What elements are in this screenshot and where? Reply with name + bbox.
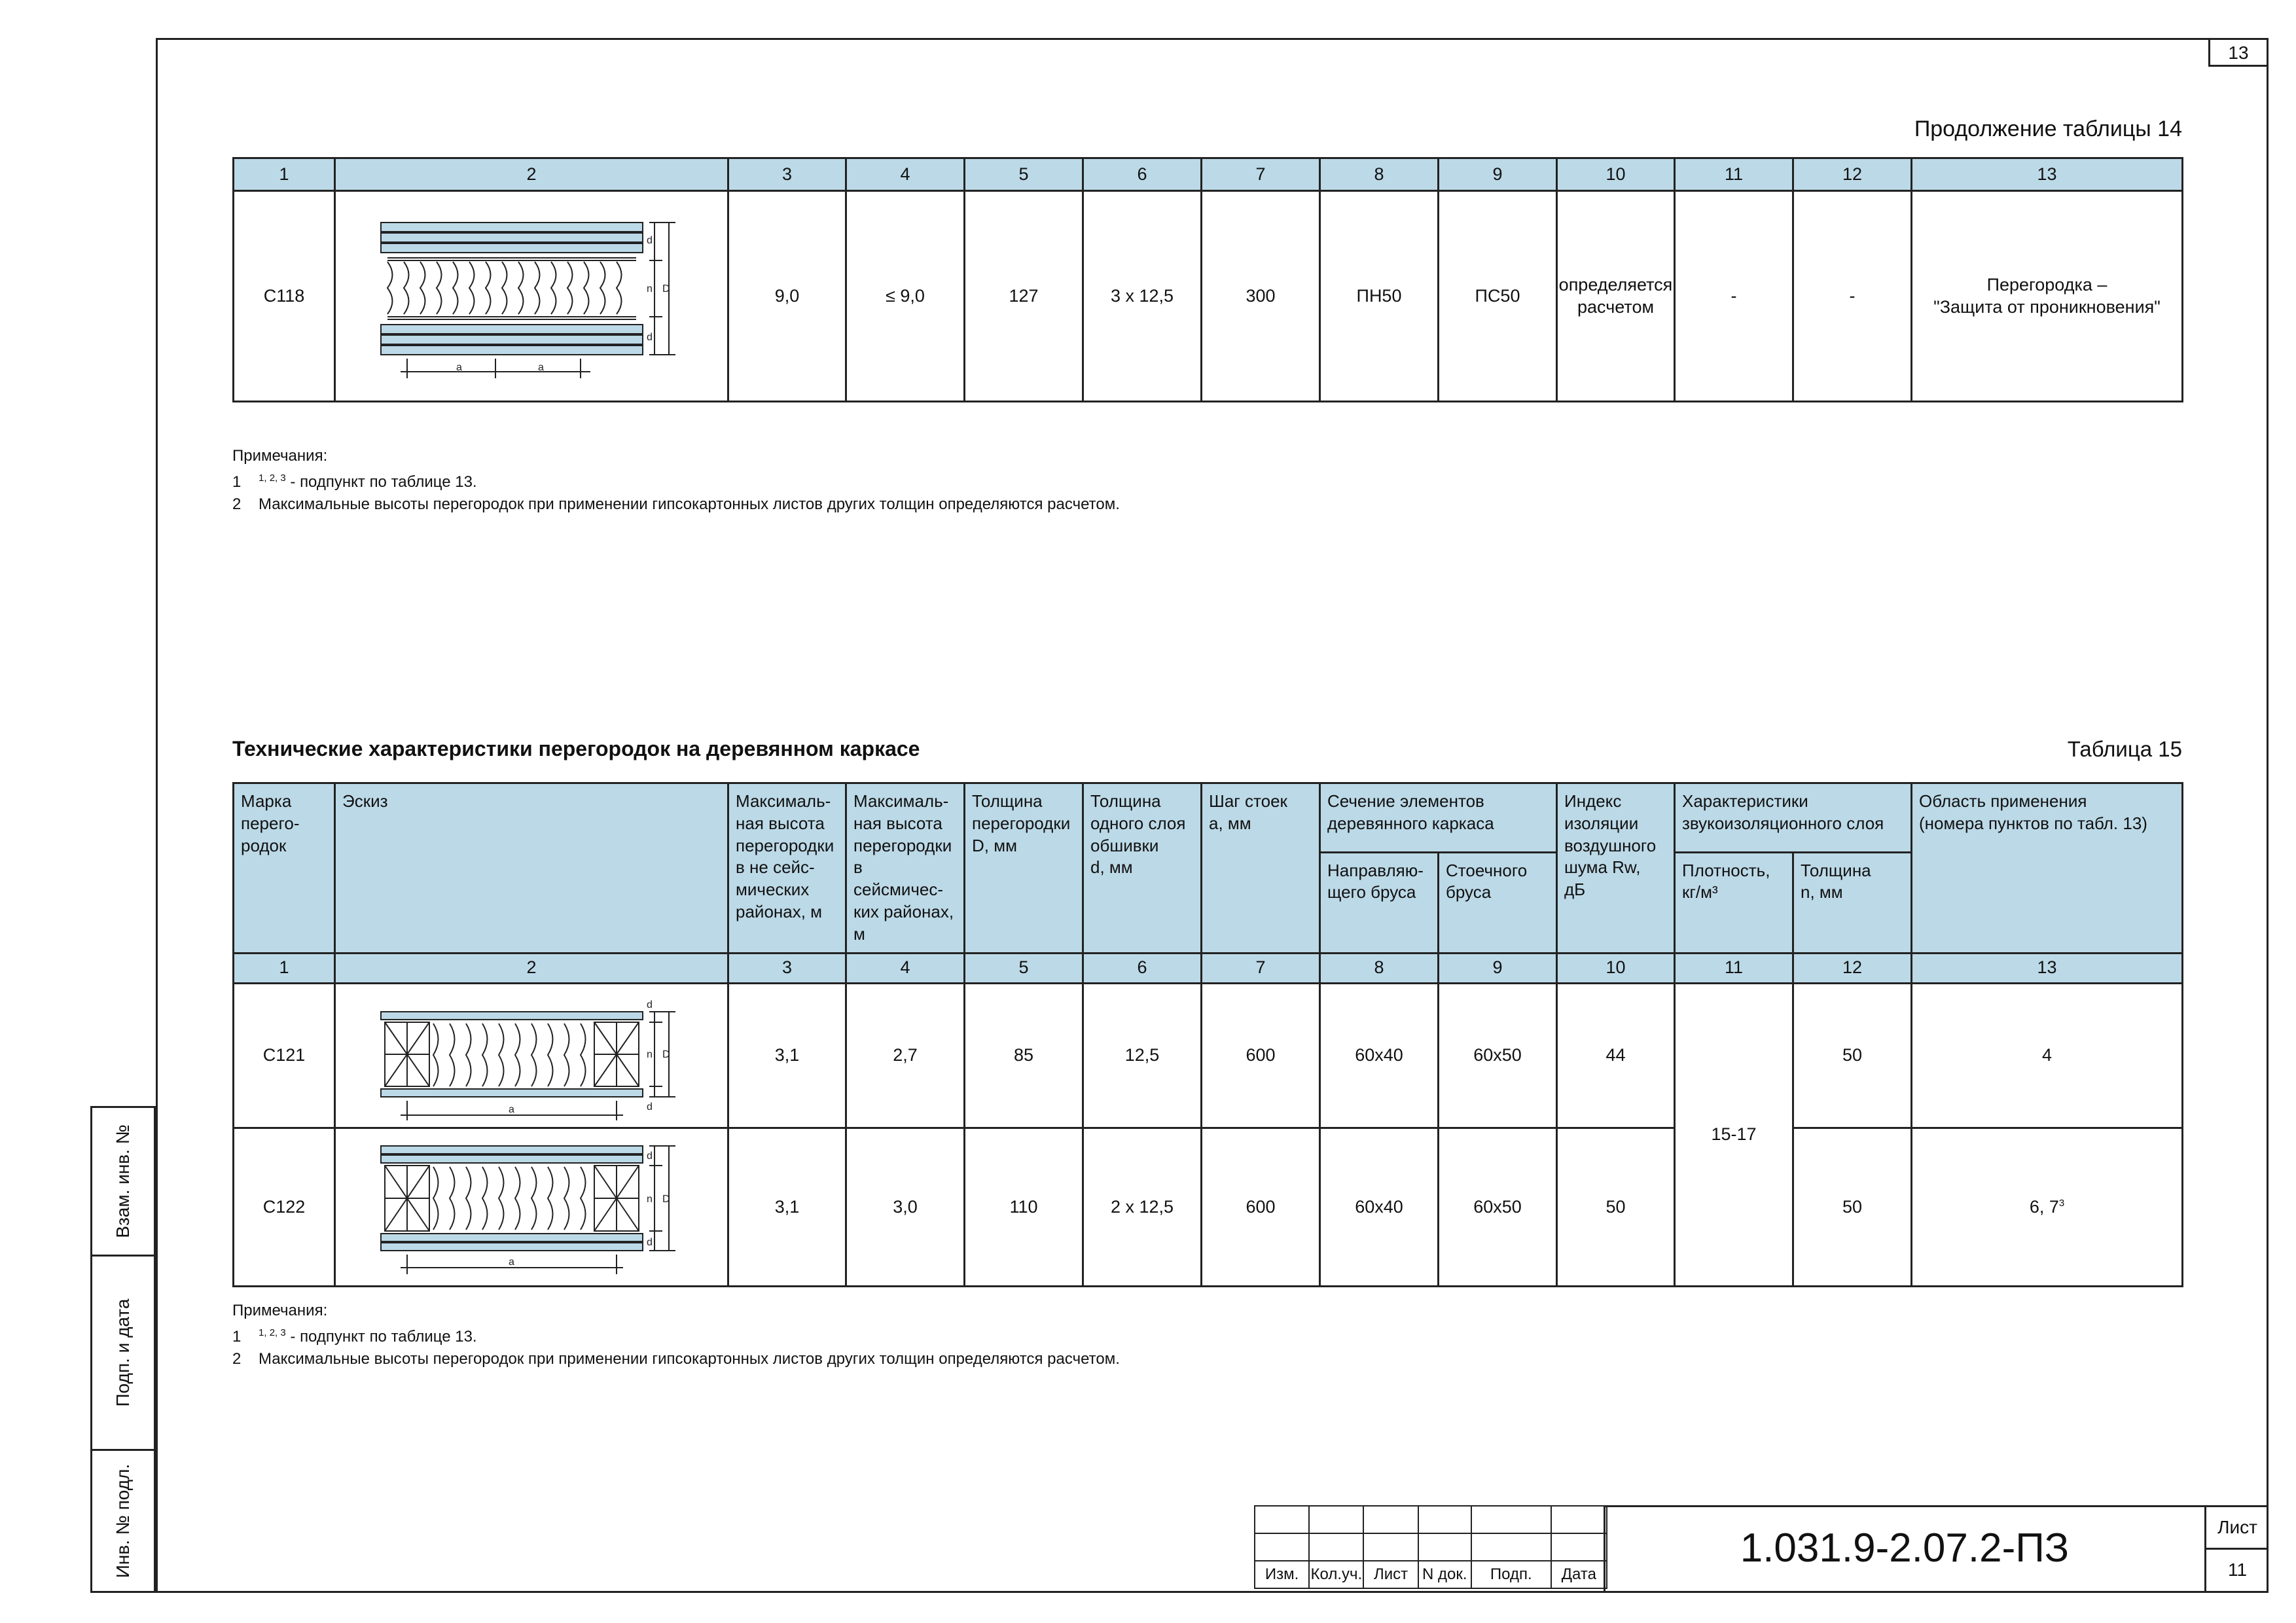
header-line: Стоечного (1446, 860, 1528, 880)
guide: 60х40 (1320, 983, 1439, 1128)
header-line: обшивки (1090, 835, 1159, 855)
header-index (1557, 783, 1675, 954)
side-stamp-inv (90, 1449, 156, 1593)
guide: ПН50 (1320, 191, 1439, 402)
partition-sketch-c118 (342, 195, 721, 391)
table-row (234, 191, 2183, 402)
partition-sketch-c122 (342, 1129, 721, 1279)
height-seismic: 2,7 (846, 983, 965, 1128)
stud: ПС50 (1439, 191, 1557, 402)
header-line: одного слоя (1090, 813, 1186, 833)
note-2: 2 Максимальные высоты перегородок при применении гипсокартонных листов других толщин определяются расчетом. (232, 1350, 1120, 1368)
header-height-seismic (846, 783, 965, 954)
sketch-label-d: d (647, 1150, 653, 1162)
header-line: бруса (1446, 882, 1492, 902)
note-text: - подпункт по таблице 13. (285, 473, 477, 491)
table-15-column-numbers (234, 953, 2183, 983)
table-14 (232, 157, 2183, 402)
index-line: определяется (1558, 274, 1673, 294)
header-line: перего- (241, 813, 300, 833)
sketch-label-n: n (647, 283, 653, 295)
table-15-label: Таблица 15 (2067, 737, 2182, 761)
header-line: Максималь- (853, 791, 949, 811)
stamp-col: N док. (1418, 1561, 1471, 1588)
col-num: 1 (234, 953, 335, 983)
sheet-box (2204, 1505, 2269, 1593)
header-line: Сечение элементов (1327, 791, 1484, 811)
sketch-label-n: n (647, 1048, 653, 1060)
application-line: "Защита от проникновения" (1933, 296, 2161, 317)
header-line: перегородки (972, 813, 1071, 833)
header-sound-layer (1675, 783, 1912, 853)
header-line: Шаг стоек (1209, 791, 1287, 811)
note-superscripts: 1, 2, 3 (259, 1327, 286, 1338)
sketch-label-D: D (662, 1048, 670, 1060)
height-seismic: 3,0 (846, 1128, 965, 1287)
header-line: родок (241, 835, 287, 855)
header-line: D, мм (972, 835, 1017, 855)
top-page-number: 13 (2228, 43, 2249, 63)
stud: 60х50 (1439, 1128, 1557, 1287)
header-line: перегородки (736, 835, 834, 855)
density-merged: 15-17 (1675, 983, 1793, 1287)
header-line: Толщина (1090, 791, 1161, 811)
table-14-column-numbers (234, 158, 2183, 191)
sketch-label-d: d (647, 235, 653, 247)
table-row (234, 983, 2183, 1128)
col-num: 3 (728, 158, 846, 191)
header-line: кг/м³ (1682, 882, 1718, 902)
insulation-thickness: - (1793, 191, 1912, 402)
col-num: 7 (1202, 158, 1320, 191)
header-layer (1083, 783, 1202, 954)
layer: 3 x 12,5 (1083, 191, 1202, 402)
step: 600 (1202, 1128, 1320, 1287)
thickness: 110 (965, 1128, 1083, 1287)
header-line: воздушного (1564, 835, 1657, 855)
table-15-header-row-1 (234, 783, 2183, 853)
continuation-title: Продолжение таблицы 14 (1914, 116, 2182, 141)
col-num: 12 (1793, 158, 1912, 191)
sketch-label-d: d (647, 1237, 653, 1249)
col-num: 4 (846, 953, 965, 983)
header-ins-thickness (1793, 852, 1912, 953)
sketch-label-d: d (647, 999, 653, 1010)
col-num: 13 (1912, 953, 2183, 983)
header-thickness (965, 783, 1083, 954)
layer: 12,5 (1083, 983, 1202, 1128)
side-label: Инв. № подл. (113, 1463, 133, 1578)
note-text: - подпункт по таблице 13. (285, 1328, 477, 1346)
header-line: звукоизоляционного слоя (1682, 813, 1884, 833)
header-line: (номера пунктов по табл. 13) (1919, 813, 2147, 833)
layer: 2 х 12,5 (1083, 1128, 1202, 1287)
sketch-cell (335, 191, 728, 402)
mark-cell: С118 (234, 191, 335, 402)
header-mark (234, 783, 335, 954)
col-num: 1 (234, 158, 335, 191)
note-1 (232, 467, 1120, 493)
stamp-col: Кол.уч. (1309, 1561, 1363, 1588)
header-line: перегородки (853, 835, 952, 855)
application-cell (1912, 191, 2183, 402)
col-num: 11 (1675, 953, 1793, 983)
header-line: дБ (1564, 880, 1586, 900)
header-line: Область применения (1919, 791, 2087, 811)
sketch-label-n: n (647, 1194, 653, 1205)
application: 4 (1912, 983, 2183, 1128)
header-frame-section (1320, 783, 1557, 853)
header-line: м (853, 923, 865, 944)
col-num: 13 (1912, 158, 2183, 191)
sketch-cell (335, 1128, 728, 1287)
stamp-col: Дата (1551, 1561, 1607, 1588)
col-num: 7 (1202, 953, 1320, 983)
sketch-label-a: a (509, 1103, 514, 1115)
step: 600 (1202, 983, 1320, 1128)
stamp-col: Подп. (1471, 1561, 1551, 1588)
header-line: ная высота (736, 813, 825, 833)
header-line: Марка (241, 791, 292, 811)
col-num: 2 (335, 158, 728, 191)
sketch-label-a: a (538, 362, 544, 374)
guide: 60х40 (1320, 1128, 1439, 1287)
header-sketch: Эскиз (335, 783, 728, 954)
col-num: 12 (1793, 953, 1912, 983)
notes-title: Примечания: (232, 1302, 328, 1319)
index-cell (1557, 191, 1675, 402)
application-text: 6, 7 (2029, 1196, 2059, 1217)
header-line: Направляю- (1327, 860, 1424, 880)
mark-cell: С121 (234, 983, 335, 1128)
header-line: Максималь- (736, 791, 831, 811)
stamp-col: Изм. (1255, 1561, 1309, 1588)
col-num: 4 (846, 158, 965, 191)
header-line: Индекс (1564, 791, 1622, 811)
document-code: 1.031.9-2.07.2-ПЗ (1740, 1525, 2070, 1571)
height-seismic: ≤ 9,0 (846, 191, 965, 402)
header-stud (1439, 852, 1557, 953)
application-line: Перегородка – (1986, 274, 2108, 294)
col-num: 3 (728, 953, 846, 983)
side-label: Взам. инв. № (113, 1124, 133, 1238)
header-line: d, мм (1090, 857, 1133, 878)
header-line: в сейсмичес- (853, 857, 944, 900)
header-line: Толщина (972, 791, 1043, 811)
col-num: 11 (1675, 158, 1793, 191)
sketch-label-D: D (662, 1194, 670, 1205)
partition-sketch-c121 (342, 984, 721, 1122)
table-row (234, 1128, 2183, 1287)
application-sup: 3 (2058, 1197, 2065, 1209)
header-density (1675, 852, 1793, 953)
header-line: деревянного каркаса (1327, 813, 1494, 833)
header-line: в не сейс- (736, 857, 815, 878)
sketch-label-D: D (662, 283, 670, 295)
application (1912, 1128, 2183, 1287)
col-num: 9 (1439, 158, 1557, 191)
header-line: а, мм (1209, 813, 1251, 833)
header-line: районах, м (736, 901, 823, 921)
header-step (1202, 783, 1320, 954)
table-15 (232, 782, 2183, 1287)
col-num: 10 (1557, 158, 1675, 191)
thickness: 127 (965, 191, 1083, 402)
note-superscripts: 1, 2, 3 (259, 473, 286, 484)
header-application (1912, 783, 2183, 954)
col-num: 8 (1320, 158, 1439, 191)
notes-2 (232, 1300, 1120, 1370)
header-line: мических (736, 880, 810, 900)
header-line: ная высота (853, 813, 942, 833)
stamp-col: Лист (1363, 1561, 1418, 1588)
side-stamp-podp (90, 1255, 156, 1451)
sketch-label-d: d (647, 1101, 653, 1113)
insulation-thickness: 50 (1793, 1128, 1912, 1287)
sketch-label-a: a (456, 362, 462, 374)
col-num: 5 (965, 158, 1083, 191)
rw: 44 (1557, 983, 1675, 1128)
header-line: n, мм (1801, 882, 1843, 902)
notes-title: Примечания: (232, 447, 328, 465)
side-label: Подп. и дата (113, 1298, 133, 1407)
height-nonseismic: 9,0 (728, 191, 846, 402)
header-line: Толщина (1801, 860, 1871, 880)
col-num: 6 (1083, 953, 1202, 983)
sheet-label: Лист (2206, 1507, 2269, 1550)
header-line: ких районах, (853, 901, 954, 921)
note-1 (232, 1322, 1120, 1348)
title-block-grid (1254, 1505, 1607, 1589)
note-2: 2 Максимальные высоты перегородок при применении гипсокартонных листов других толщин определяются расчетом. (232, 495, 1120, 513)
table-15-title: Технические характеристики перегородок на деревянном каркасе (232, 737, 920, 760)
index-line: расчетом (1577, 296, 1655, 317)
header-line: изоляции (1564, 813, 1639, 833)
mark-cell: С122 (234, 1128, 335, 1287)
sheet-number: 11 (2227, 1560, 2248, 1580)
density: - (1675, 191, 1793, 402)
sketch-label-a: a (509, 1257, 514, 1268)
header-line: Характеристики (1682, 791, 1808, 811)
height-nonseismic: 3,1 (728, 983, 846, 1128)
rw: 50 (1557, 1128, 1675, 1287)
stud: 60х50 (1439, 983, 1557, 1128)
header-line: шума Rw, (1564, 857, 1641, 878)
col-num: 9 (1439, 953, 1557, 983)
note-number: 1 (232, 1328, 242, 1346)
height-nonseismic: 3,1 (728, 1128, 846, 1287)
step: 300 (1202, 191, 1320, 402)
sketch-cell (335, 983, 728, 1128)
top-page-number-box (2208, 38, 2269, 67)
col-num: 8 (1320, 953, 1439, 983)
thickness: 85 (965, 983, 1083, 1128)
col-num: 6 (1083, 158, 1202, 191)
header-line: щего бруса (1327, 882, 1416, 902)
sketch-label-d: d (647, 332, 653, 344)
header-line: Плотность, (1682, 860, 1770, 880)
notes-1 (232, 445, 1120, 516)
col-num: 5 (965, 953, 1083, 983)
col-num: 2 (335, 953, 728, 983)
side-stamp-vzam (90, 1106, 156, 1257)
col-num: 10 (1557, 953, 1675, 983)
header-guide (1320, 852, 1439, 953)
header-height-nonseismic (728, 783, 846, 954)
insulation-thickness: 50 (1793, 983, 1912, 1128)
note-number: 1 (232, 473, 242, 491)
